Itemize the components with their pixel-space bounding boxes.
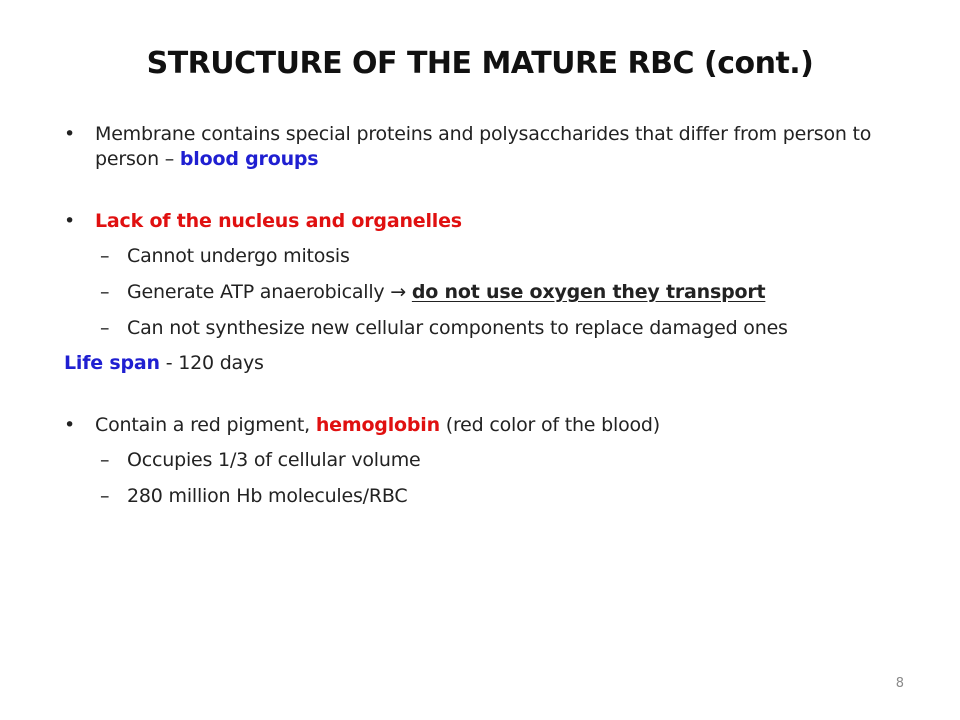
slide-title: STRUCTURE OF THE MATURE RBC (cont.) [146, 46, 814, 81]
pigment-text-after: (red color of the blood) [439, 414, 661, 436]
synthesize-text: Can not synthesize new cellular components to replace damaged ones [127, 317, 788, 339]
subitem-atp [64, 280, 924, 305]
subitem-molecules [64, 484, 924, 509]
atp-text: Generate ATP anaerobically → [127, 281, 412, 303]
bullet-marker: • [64, 414, 76, 436]
volume-text: Occupies 1/3 of cellular volume [127, 449, 421, 471]
lifespan-line [64, 351, 924, 376]
dash-marker: – [100, 281, 110, 303]
molecules-text: 280 million Hb molecules/RBC [127, 485, 408, 507]
subitem-synthesize [64, 316, 924, 341]
mitosis-text: Cannot undergo mitosis [127, 245, 350, 267]
dash-marker: – [100, 485, 110, 507]
nucleus-heading: Lack of the nucleus and organelles [95, 210, 462, 232]
hemoglobin-highlight: hemoglobin [315, 414, 440, 436]
bullet-pigment [64, 413, 924, 438]
atp-emphasis: do not use oxygen they transport [411, 281, 766, 303]
page-number: 8 [895, 676, 904, 691]
bullet-marker: • [64, 210, 76, 232]
lifespan-value: - 120 days [159, 352, 264, 374]
bullet-membrane [64, 122, 924, 172]
bullet-nucleus [64, 209, 924, 234]
slide-content [64, 122, 924, 509]
dash-marker: – [100, 449, 110, 471]
subitem-mitosis [64, 244, 924, 269]
bullet-marker: • [64, 123, 76, 145]
dash-marker: – [100, 317, 110, 339]
membrane-text: Membrane contains special proteins and polysaccharides that differ from person to person – [95, 123, 872, 170]
lifespan-label: Life span [64, 352, 160, 374]
blood-groups-highlight: blood groups [179, 148, 319, 170]
subitem-volume [64, 448, 924, 473]
pigment-text-before: Contain a red pigment, [95, 414, 316, 436]
dash-marker: – [100, 245, 110, 267]
